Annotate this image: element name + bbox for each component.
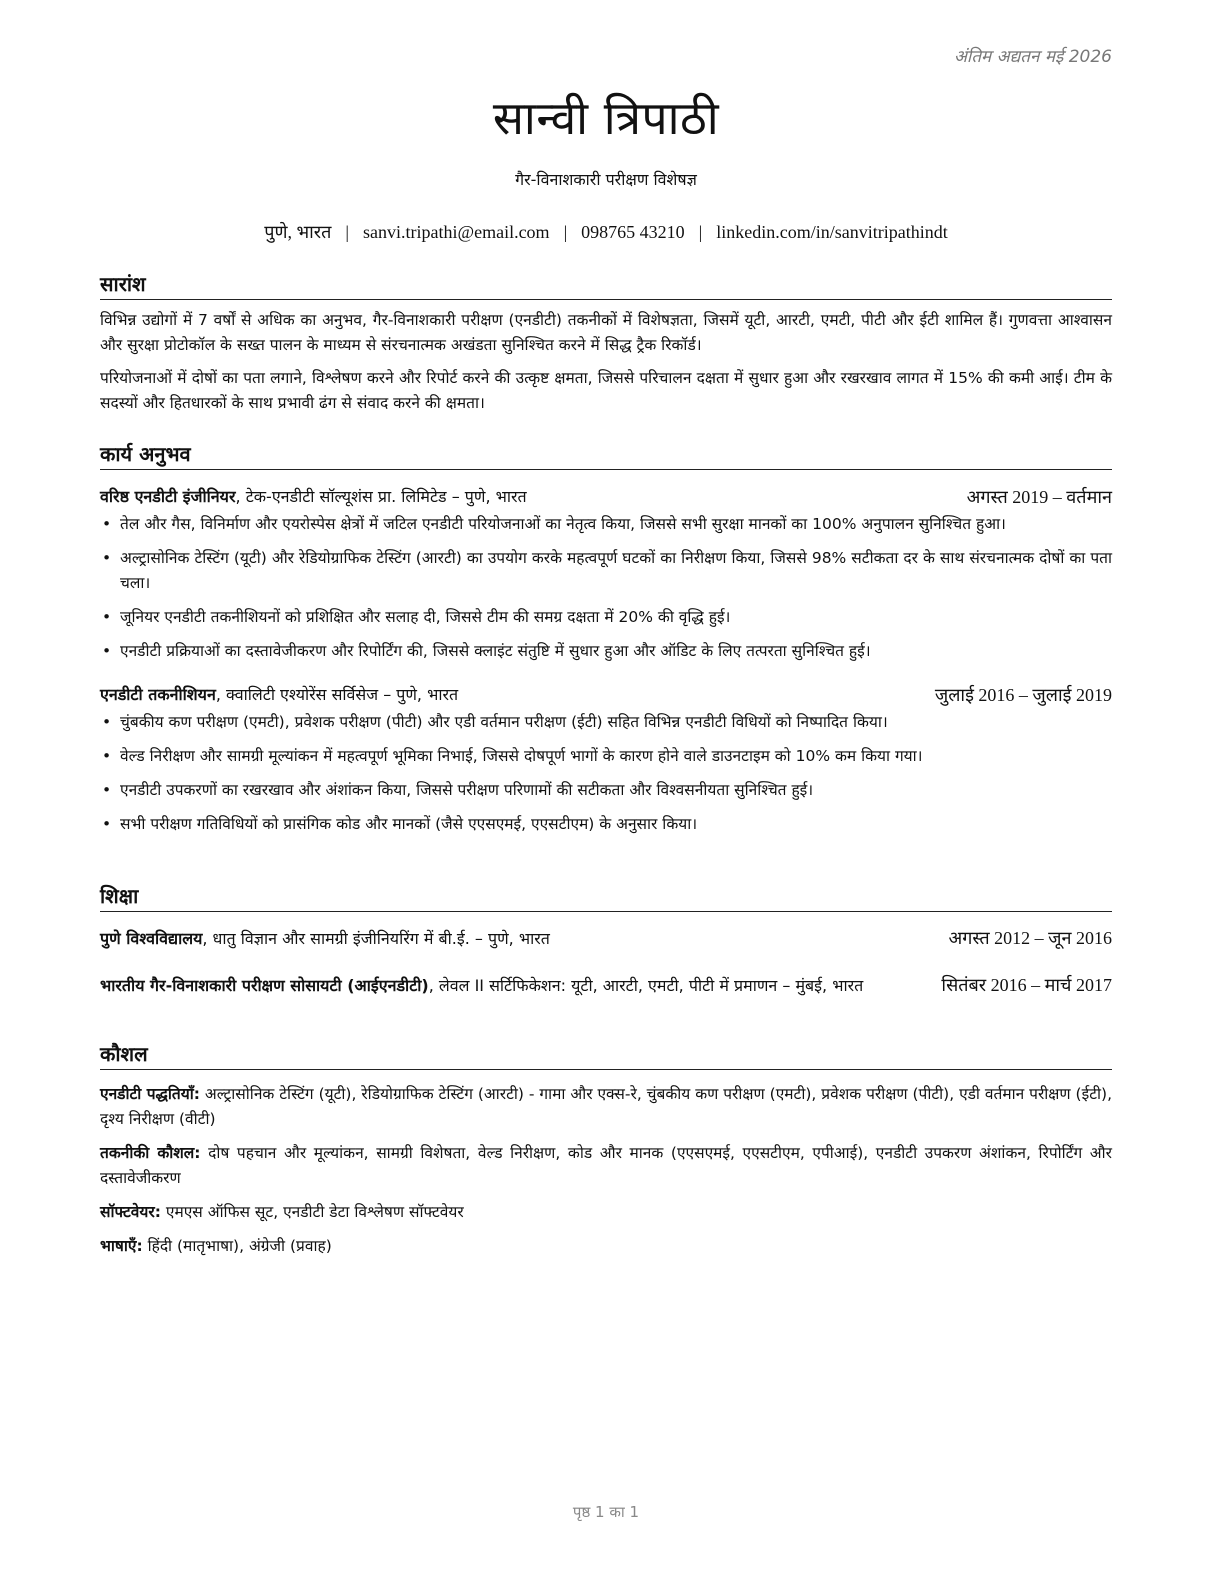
skill-label: भाषाएँ: xyxy=(100,1237,143,1255)
job-entry xyxy=(100,682,1112,837)
education-detail: , लेवल II सर्टिफिकेशन: यूटी, आरटी, एमटी, पीटी में प्रमाणन – मुंबई, भारत xyxy=(428,976,864,995)
experience-section xyxy=(100,440,1112,846)
separator: | xyxy=(345,222,350,242)
bullet-text: एनडीटी उपकरणों का रखरखाव और अंशांकन किया, जिससे परीक्षण परिणामों की सटीकता और विश्वसनीयता सुनिश्चित हुई। xyxy=(120,781,814,799)
skills-section xyxy=(100,1040,1112,1268)
skill-label: सॉफ्टवेयर: xyxy=(100,1203,161,1221)
skill-line xyxy=(100,1234,1112,1259)
skill-label: एनडीटी पद्धतियाँ: xyxy=(100,1085,200,1103)
education-institution: भारतीय गैर-विनाशकारी परीक्षण सोसायटी (आईएनडीटी) xyxy=(100,976,429,995)
section-title-skills: कौशल xyxy=(100,1040,1112,1070)
contact-linkedin[interactable]: linkedin.com/in/sanvitripathindt xyxy=(716,222,948,242)
separator: | xyxy=(698,222,703,242)
job-company: , क्वालिटी एश्योरेंस सर्विसेज – पुणे, भारत xyxy=(215,685,459,704)
list-item: • एनडीटी उपकरणों का रखरखाव और अंशांकन किया, जिससे परीक्षण परिणामों की सटीकता और विश्वसनीयता सुनिश्चित हुई। xyxy=(102,781,814,799)
education-institution: पुणे विश्वविद्यालय xyxy=(100,929,203,948)
skill-line xyxy=(100,1200,1112,1225)
separator: | xyxy=(563,222,568,242)
job-bullets xyxy=(100,512,1112,664)
job-title: गैर-विनाशकारी परीक्षण विशेषज्ञ xyxy=(515,170,697,189)
list-item: • जूनियर एनडीटी तकनीशियनों को प्रशिक्षित और सलाह दी, जिससे टीम की समग्र दक्षता में 20% की वृद्धि हुई। xyxy=(102,608,731,626)
bullet-text: तेल और गैस, विनिर्माण और एयरोस्पेस क्षेत्रों में जटिल एनडीटी परियोजनाओं का नेतृत्व किया, जिससे सभी सुरक्षा मानकों का 100% अनुपालन सुनिश्चित हुआ। xyxy=(120,515,1006,533)
list-item: • वेल्ड निरीक्षण और सामग्री मूल्यांकन में महत्वपूर्ण भूमिका निभाई, जिससे दोषपूर्ण भागों के कारण होने वाले डाउनटाइम को 10% कम किया गया। xyxy=(102,747,923,765)
bullet-text: जूनियर एनडीटी तकनीशियनों को प्रशिक्षित और सलाह दी, जिससे टीम की समग्र दक्षता में 20% की वृद्धि हुई। xyxy=(120,608,731,626)
contact-line xyxy=(100,220,1112,244)
section-title-experience: कार्य अनुभव xyxy=(100,440,1112,470)
list-item: • तेल और गैस, विनिर्माण और एयरोस्पेस क्षेत्रों में जटिल एनडीटी परियोजनाओं का नेतृत्व किया, जिससे सभी सुरक्षा मानकों का 100% अनुपालन सुनिश्चित हुआ। xyxy=(102,515,1006,533)
job-role: एनडीटी तकनीशियन xyxy=(100,685,216,704)
education-entry xyxy=(100,973,1112,998)
education-detail: , धातु विज्ञान और सामग्री इंजीनियरिंग में बी.ई. – पुणे, भारत xyxy=(202,929,550,948)
job-company: , टेक-एनडीटी सॉल्यूशंस प्रा. लिमिटेड – पुणे, भारत xyxy=(235,487,527,506)
skill-value: हिंदी (मातृभाषा), अंग्रेजी (प्रवाह) xyxy=(142,1237,332,1255)
skill-line xyxy=(100,1141,1112,1191)
last-updated: अंतिम अद्यतन मई 2026 xyxy=(953,47,1112,67)
summary-paragraph: विभिन्न उद्योगों में 7 वर्षों से अधिक का अनुभव, गैर-विनाशकारी परीक्षण (एनडीटी) तकनीकों में विशेषज्ञता, जिसमें यूटी, आरटी, एमटी, पीटी और ईटी शामिल हैं। गुणवत्ता आश्वासन और सुरक्षा प्रोटोकॉल के सख्त पालन के माध्यम से संरचनात्मक अखंडता सुनिश्चित करने में सिद्ध ट्रैक रिकॉर्ड। xyxy=(100,311,1112,354)
contact-phone: 098765 43210 xyxy=(581,222,685,242)
education-entry xyxy=(100,926,1112,951)
section-title-summary: सारांश xyxy=(100,270,1112,300)
job-dates: जुलाई 2016 – जुलाई 2019 xyxy=(934,685,1112,705)
job-entry xyxy=(100,484,1112,664)
skill-label: तकनीकी कौशल: xyxy=(100,1144,201,1162)
list-item: • सभी परीक्षण गतिविधियों को प्रासंगिक कोड और मानकों (जैसे एएसएमई, एएसटीएम) के अनुसार किया। xyxy=(102,815,698,833)
bullet-text: सभी परीक्षण गतिविधियों को प्रासंगिक कोड और मानकों (जैसे एएसएमई, एएसटीएम) के अनुसार किया। xyxy=(120,815,698,833)
contact-location: पुणे, भारत xyxy=(264,222,332,242)
contact-email[interactable]: sanvi.tripathi@email.com xyxy=(363,222,550,242)
job-dates: अगस्त 2019 – वर्तमान xyxy=(966,487,1112,507)
resume-page xyxy=(100,0,1112,1584)
summary-section xyxy=(100,270,1112,416)
bullet-text: वेल्ड निरीक्षण और सामग्री मूल्यांकन में महत्वपूर्ण भूमिका निभाई, जिससे दोषपूर्ण भागों के कारण होने वाले डाउनटाइम को 10% कम किया गया। xyxy=(120,747,923,765)
education-section xyxy=(100,882,1112,998)
summary-paragraph: परियोजनाओं में दोषों का पता लगाने, विश्लेषण करने और रिपोर्ट करने की उत्कृष्ट क्षमता, जिससे परिचालन दक्षता में सुधार हुआ और रखरखाव लागत में 15% की कमी आई। टीम के सदस्यों और हितधारकों के साथ प्रभावी ढंग से संवाद करने की क्षमता। xyxy=(100,369,1112,412)
job-header xyxy=(100,484,1112,510)
bullet-text: चुंबकीय कण परीक्षण (एमटी), प्रवेशक परीक्षण (पीटी) और एडी वर्तमान परीक्षण (ईटी) सहित विभिन्न एनडीटी विधियों को निष्पादित किया। xyxy=(120,713,888,731)
list-item: • एनडीटी प्रक्रियाओं का दस्तावेजीकरण और रिपोर्टिंग की, जिससे क्लाइंट संतुष्टि में सुधार हुआ और ऑडिट के लिए तत्परता सुनिश्चित हुई। xyxy=(102,642,871,660)
education-dates: सितंबर 2016 – मार्च 2017 xyxy=(941,975,1112,995)
skill-value: अल्ट्रासोनिक टेस्टिंग (यूटी), रेडियोग्राफिक टेस्टिंग (आरटी) - गामा और एक्स-रे, चुंबकीय कण परीक्षण (एमटी), प्रवेशक परीक्षण (पीटी), एडी वर्तमान परीक्षण (ईटी), दृश्य निरीक्षण (वीटी) xyxy=(100,1085,1113,1128)
job-role: वरिष्ठ एनडीटी इंजीनियर xyxy=(100,487,236,506)
bullet-text: एनडीटी प्रक्रियाओं का दस्तावेजीकरण और रिपोर्टिंग की, जिससे क्लाइंट संतुष्टि में सुधार हुआ और ऑडिट के लिए तत्परता सुनिश्चित हुई। xyxy=(120,642,871,660)
bullet-text: अल्ट्रासोनिक टेस्टिंग (यूटी) और रेडियोग्राफिक टेस्टिंग (आरटी) का उपयोग करके महत्वपूर्ण घटकों का निरीक्षण किया, जिससे 98% सटीकता दर के साथ संरचनात्मक दोषों का पता चला। xyxy=(120,549,1112,592)
list-item: • चुंबकीय कण परीक्षण (एमटी), प्रवेशक परीक्षण (पीटी) और एडी वर्तमान परीक्षण (ईटी) सहित विभिन्न एनडीटी विधियों को निष्पादित किया। xyxy=(102,713,888,731)
section-title-education: शिक्षा xyxy=(100,882,1112,912)
candidate-name: सान्वी त्रिपाठी xyxy=(492,91,720,145)
education-dates: अगस्त 2012 – जून 2016 xyxy=(948,928,1112,948)
list-item: • अल्ट्रासोनिक टेस्टिंग (यूटी) और रेडियोग्राफिक टेस्टिंग (आरटी) का उपयोग करके महत्वपूर्ण घटकों का निरीक्षण किया, जिससे 98% सटीकता दर के साथ संरचनात्मक दोषों का पता चला। xyxy=(102,549,1112,592)
skill-line xyxy=(100,1082,1112,1132)
job-bullets xyxy=(100,710,1112,837)
skill-value: एमएस ऑफिस सूट, एनडीटी डेटा विश्लेषण सॉफ्टवेयर xyxy=(160,1203,464,1221)
skill-value: दोष पहचान और मूल्यांकन, सामग्री विशेषता, वेल्ड निरीक्षण, कोड और मानक (एएसएमई, एएसटीएम, एपीआई), एनडीटी उपकरण अंशांकन, रिपोर्टिंग और दस्तावेजीकरण xyxy=(100,1144,1112,1187)
job-header xyxy=(100,682,1112,708)
page-number: पृष्ठ 1 का 1 xyxy=(572,1503,640,1521)
